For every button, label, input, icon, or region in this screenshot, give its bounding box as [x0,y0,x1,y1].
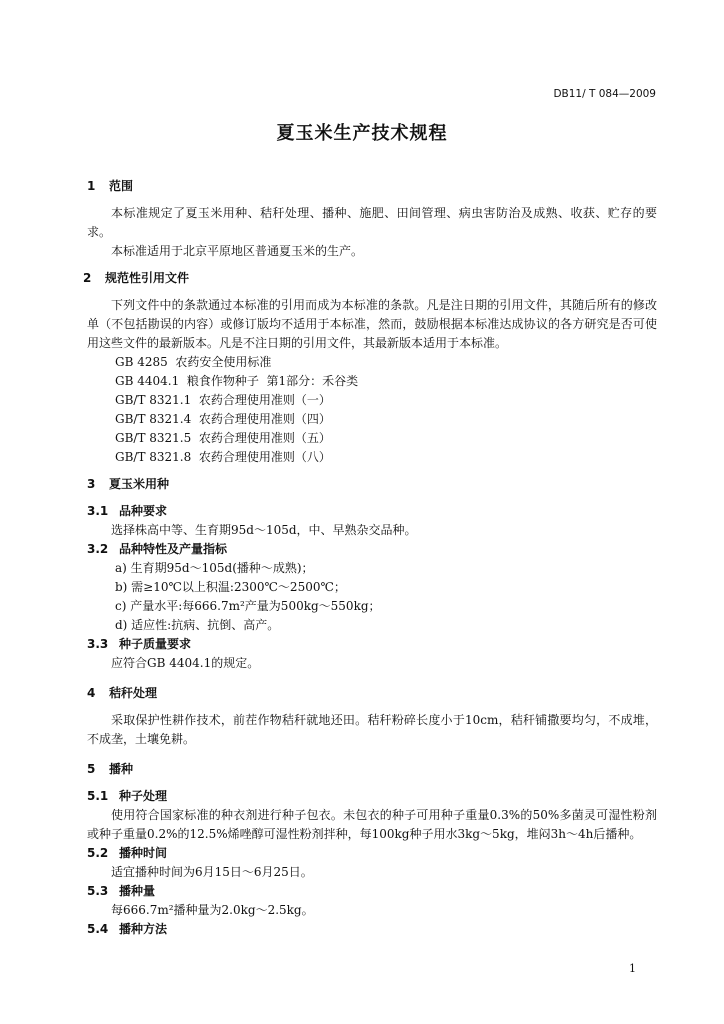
section-number: 3 [87,477,96,491]
subsection-title: 品种特性及产量指标 [119,542,228,556]
reference-item: GB/T 8321.5 农药合理使用准则（五） [115,431,331,445]
subsection-3-2-heading [87,540,657,559]
list-item: d) 适应性:抗病、抗倒、高产。 [115,618,280,632]
subsection-5-4-heading [87,920,657,939]
subsection-title: 品种要求 [119,504,168,518]
section-3-heading [87,475,657,494]
subsection-title: 播种时间 [119,846,168,860]
paragraph: 使用符合国家标准的种衣剂进行种子包衣。未包衣的种子可用种子重量0.3%的50%多菌灵可湿性粉剂或种子重量0.2%的12.5%烯唑醇可湿性粉剂拌种，每100kg种子用水3kg～5kg，堆闷3h～4h后播种。 [87,808,657,841]
subsection-5-1-heading [87,787,657,806]
section-number: 1 [87,179,96,193]
paragraph: 适宜播种时间为6月15日～6月25日。 [111,865,313,879]
subsection-5-3-heading [87,882,657,901]
subsection-number: 3.3 [87,637,109,651]
section-number: 2 [83,271,92,285]
document-title: 夏玉米生产技术规程 [276,123,448,144]
section-title: 范围 [109,179,134,193]
subsection-number: 5.3 [87,884,109,898]
subsection-number: 5.4 [87,922,109,936]
paragraph: 本标准适用于北京平原地区普通夏玉米的生产。 [111,244,364,258]
section-1-heading [87,177,657,196]
list-item: c) 产量水平:每666.7m²产量为500kg～550kg； [115,599,381,613]
section-number: 4 [87,686,96,700]
section-title: 播种 [109,762,134,776]
subsection-number: 5.2 [87,846,109,860]
subsection-5-2-heading [87,844,657,863]
paragraph: 每666.7m²播种量为2.0kg～2.5kg。 [111,903,314,917]
paragraph: 选择株高中等、生育期95d～105d，中、早熟杂交品种。 [111,523,417,537]
paragraph: 下列文件中的条款通过本标准的引用而成为本标准的条款。凡是注日期的引用文件，其随后所有的修改单（不包括勘误的内容）或修订版均不适用于本标准，然而，鼓励根据本标准达成协议的各方研究是否可使用这些文件的最新版本。凡是不注日期的引用文件，其最新版本适用于本标准。 [87,298,657,350]
subsection-3-3-heading [87,635,657,654]
subsection-title: 种子处理 [119,789,168,803]
paragraph: 应符合GB 4404.1的规定。 [111,656,260,670]
page-number: 1 [629,962,636,975]
reference-item: GB/T 8321.1 农药合理使用准则（一） [115,393,331,407]
document-code: DB11/ T 084—2009 [553,88,656,100]
list-item: b) 需≥10℃以上积温:2300℃～2500℃； [115,580,346,594]
subsection-number: 5.1 [87,789,109,803]
subsection-title: 种子质量要求 [119,637,192,651]
reference-item: GB/T 8321.8 农药合理使用准则（八） [115,450,331,464]
section-2-heading [83,269,657,288]
section-title: 秸秆处理 [109,686,158,700]
subsection-3-1-heading [87,502,657,521]
paragraph: 本标准规定了夏玉米用种、秸秆处理、播种、施肥、田间管理、病虫害防治及成熟、收获、贮存的要求。 [87,206,657,239]
reference-item: GB 4404.1 粮食作物种子 第1部分：禾谷类 [115,374,359,388]
subsection-title: 播种方法 [119,922,168,936]
reference-item: GB 4285 农药安全使用标准 [115,355,272,369]
section-5-heading [87,760,657,779]
section-title: 夏玉米用种 [109,477,170,491]
subsection-number: 3.2 [87,542,109,556]
section-title: 规范性引用文件 [105,271,190,285]
paragraph: 采取保护性耕作技术，前茬作物秸秆就地还田。秸秆粉碎长度小于10cm，秸秆铺撒要均匀，不成堆，不成垄，土壤免耕。 [87,713,657,746]
reference-item: GB/T 8321.4 农药合理使用准则（四） [115,412,331,426]
section-number: 5 [87,762,96,776]
document-body [83,177,657,939]
subsection-number: 3.1 [87,504,109,518]
subsection-title: 播种量 [119,884,156,898]
section-4-heading [87,684,657,703]
list-item: a) 生育期95d～105d(播种～成熟)； [115,561,314,575]
